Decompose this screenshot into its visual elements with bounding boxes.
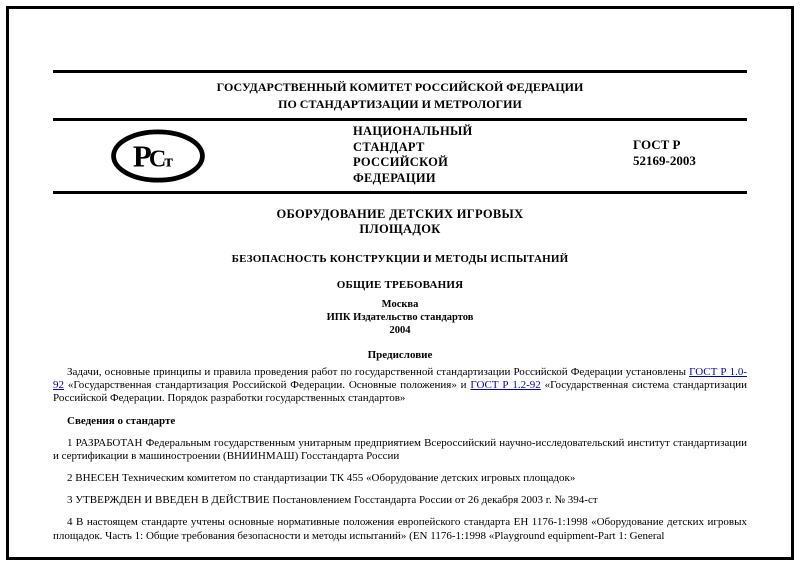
svg-text:РСт: РСт	[132, 138, 173, 174]
general-requirements-subtitle: ОБЩИЕ ТРЕБОВАНИЯ	[336, 279, 464, 291]
imprint-year: 2004	[389, 325, 411, 336]
document-page	[6, 6, 794, 560]
foreword-item-3: 3 УТВЕРЖДЕН И ВВЕДЕН В ДЕЙСТВИЕ Постановлением Госстандарта России от 26 декабря 2003 г. № 394-ст	[67, 494, 598, 507]
imprint-city: Москва	[381, 299, 419, 310]
foreword-intro-text-1: Задачи, основные принципы и правила проведения работ по государственной стандартизации Российской Федерации установлены	[67, 366, 690, 378]
gost-r-1-2-92-link[interactable]: ГОСТ Р 1.2-92	[470, 379, 541, 392]
divider-under-masthead	[53, 191, 747, 194]
foreword-heading: Предисловие	[367, 349, 433, 361]
masthead	[53, 121, 747, 191]
committee-line-1: ГОСУДАРСТВЕННЫЙ КОМИТЕТ РОССИЙСКОЙ ФЕДЕРАЦИИ	[216, 80, 584, 94]
imprint	[53, 298, 747, 337]
standard-info-heading: Сведения о стандарте	[67, 414, 176, 427]
standard-type-line: НАЦИОНАЛЬНЫЙ	[353, 124, 473, 138]
foreword-intro-paragraph	[53, 366, 747, 406]
foreword-item-4: 4 В настоящем стандарте учтены основные нормативные положения европейского стандарта ЕН 1176-1:1998 «Оборудование детских игровых площадок. Часть 1: Общие требования безопасности и методы испытаний» (EN 1176-1:1998 «Playground equipment-Part 1: General	[53, 516, 747, 542]
gost-designation-line-2: 52169-2003	[633, 153, 696, 168]
foreword-item-1: 1 РАЗРАБОТАН Федеральным государственным унитарным предприятием Всероссийский научно-исследовательский институт стандартизации и сертификации в машиностроении (ВНИИНМАШ) Госстандарта России	[53, 436, 747, 462]
standard-type	[353, 124, 473, 186]
foreword-item-2: 2 ВНЕСЕН Техническим комитетом по стандартизации ТК 455 «Оборудование детских игровых площадок»	[67, 472, 576, 485]
standard-type-line: РОССИЙСКОЙ	[353, 155, 449, 169]
gost-r-1-0-92-link[interactable]: ГОСТ Р 1.0-92	[53, 366, 747, 392]
committee-header	[53, 73, 747, 118]
gost-designation	[633, 137, 696, 169]
rst-logo-icon	[109, 128, 207, 184]
rst-logo	[109, 128, 207, 184]
imprint-publisher: ИПК Издательство стандартов	[326, 312, 474, 323]
safety-subtitle: БЕЗОПАСНОСТЬ КОНСТРУКЦИИ И МЕТОДЫ ИСПЫТАНИЙ	[231, 253, 569, 265]
standard-type-line: СТАНДАРТ	[353, 139, 425, 154]
document-title-line-1: ОБОРУДОВАНИЕ ДЕТСКИХ ИГРОВЫХ	[276, 207, 524, 221]
document-title	[53, 207, 747, 237]
standard-type-line: ФЕДЕРАЦИИ	[353, 170, 436, 185]
document-content	[9, 9, 791, 543]
committee-line-2: ПО СТАНДАРТИЗАЦИИ И МЕТРОЛОГИИ	[278, 97, 522, 111]
foreword-intro-text-3: «Государственная система стандартизации Российской Федерации. Порядок разработки государственных стандартов»	[53, 379, 747, 405]
document-title-line-2: ПЛОЩАДОК	[359, 222, 441, 236]
gost-designation-line-1: ГОСТ Р	[633, 137, 681, 152]
foreword-intro-text-2: «Государственная стандартизация Российской Федерации. Основные положения» и	[64, 379, 471, 392]
